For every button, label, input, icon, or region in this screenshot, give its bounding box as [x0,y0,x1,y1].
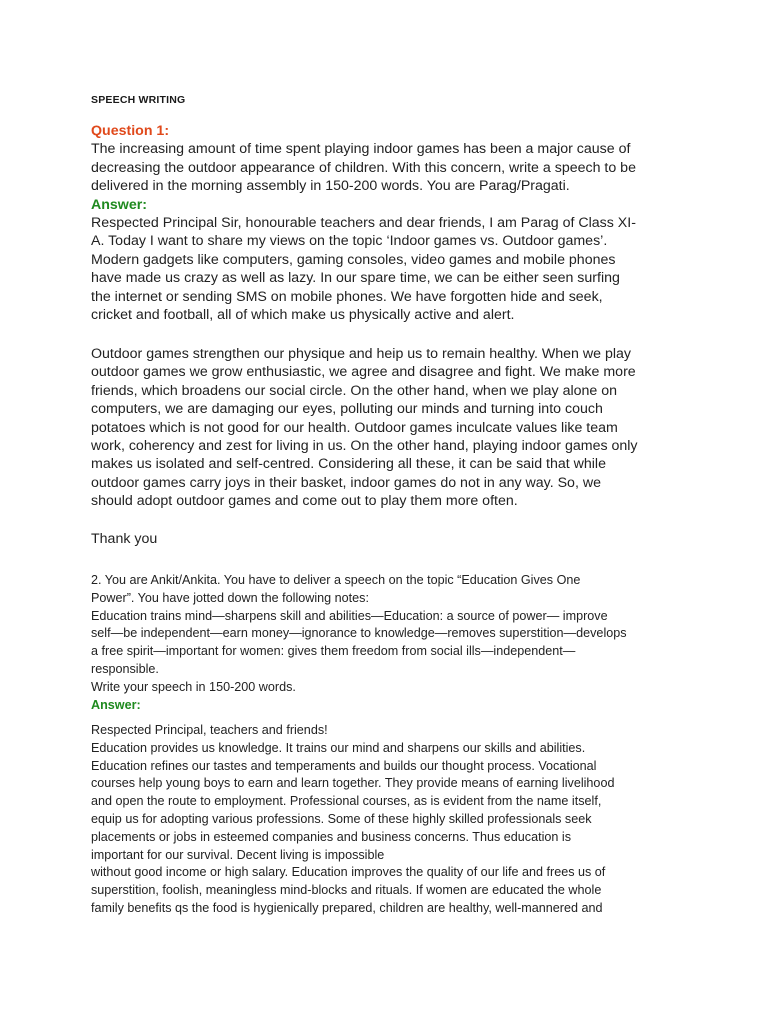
answer-text-line: Education provides us knowledge. It trains our mind and sharpens our skills and abilities. [91,740,586,755]
question-text-line: Education trains mind—sharpens skill and abilities—Education: a source of power— improve [91,608,608,623]
answer-text-line: family benefits qs the food is hygienically prepared, children are healthy, well-mannered and [91,900,603,915]
question-1 [91,122,636,324]
answer-text-line: and open the route to employment. Professional courses, as is evident from the name itself, [91,794,602,809]
answer-1-label: Answer: [91,196,147,213]
answer-text-line: placements or jobs in esteemed companies and business concerns. Thus education is [91,829,572,844]
question-text-line: delivered in the morning assembly in 150-200 words. You are Parag/Pragati. [91,178,570,195]
page-heading: SPEECH WRITING [91,94,186,106]
answer-text-line: equip us for adopting various professions. Some of these highly skilled professionals seek [91,811,592,826]
answer-text-line: computers, we are damaging our eyes, polluting our minds and turning into couch [91,401,603,418]
answer-text-line: potatoes which is not good for our health. Outdoor games inculcate values like team [91,419,618,436]
question-text-line: Power”. You have jotted down the following notes: [91,590,369,605]
answer-text-line: Education refines our tastes and temperaments and builds our thought process. Vocational [91,758,597,773]
question-text-line: self—be independent—earn money—ignorance to knowledge—removes superstition—develops [91,626,627,641]
question-text-line: decreasing the outdoor appearance of children. With this concern, write a speech to be [91,159,636,176]
answer-text-line: important for our survival. Decent living is impossible [91,847,385,862]
answer-text-line: Respected Principal Sir, honourable teachers and dear friends, I am Parag of Class XI- [91,215,636,232]
question-text-line: The increasing amount of time spent playing indoor games has been a major cause of [91,141,631,158]
answer-text-line: makes us isolated and self-centred. Considering all these, it can be said that while [91,456,606,473]
answer-text-line: should adopt outdoor games and come out to play them more often. [91,493,518,510]
answer-2-label: Answer: [91,697,141,712]
answer-text-line: have made us crazy as well as lazy. In our spare time, we can be either seen surfing [91,270,620,287]
answer-text-line: Outdoor games strengthen our physique and heip us to remain healthy. When we play [91,346,631,362]
answer-text-line: work, coherency and zest for living in us. On the other hand, playing indoor games only [91,438,638,455]
answer-1-paragraph-2 [91,345,638,511]
answer-text-line: friends, which broadens our social circle. On the other hand, when we play alone on [91,382,618,399]
question-text-line: 2. You are Ankit/Ankita. You have to deliver a speech on the topic “Education Gives One [91,573,581,587]
question-2 [91,572,627,714]
answer-text-line: outdoor games we grow enthusiastic, we agree and disagree and fight. We make more [91,364,636,381]
answer-text-line: cricket and football, all of which make us physically active and alert. [91,307,515,324]
question-text-line: responsible. [91,661,159,676]
greeting-text: Respected Principal, teachers and friends! [91,723,328,737]
closing [91,530,157,548]
answer-text-line: superstition, foolish, meaningless mind-blocks and rituals. If women are educated the whole [91,883,602,898]
question-1-label: Question 1: [91,123,170,139]
answer-text-line: without good income or high salary. Education improves the quality of our life and frees us of [91,865,606,880]
answer-text-line: courses help young boys to earn and learn together. They provide means of earning livelihood [91,776,615,791]
answer-2 [91,722,614,918]
question-text-line: a free spirit—important for women: gives them freedom from social ills—independent— [91,644,576,659]
answer-text-line: A. Today I want to share my views on the topic ‘Indoor games vs. Outdoor games’. [91,233,608,250]
answer-text-line: Modern gadgets like computers, gaming consoles, video games and mobile phones [91,251,616,268]
answer-text-line: the internet or sending SMS on mobile phones. We have forgotten hide and seek, [91,288,603,305]
question-text-line: Write your speech in 150-200 words. [91,679,296,694]
closing-text: Thank you [91,531,158,547]
answer-text-line: outdoor games carry joys in their basket, indoor games do not in any way. So, we [91,474,601,491]
